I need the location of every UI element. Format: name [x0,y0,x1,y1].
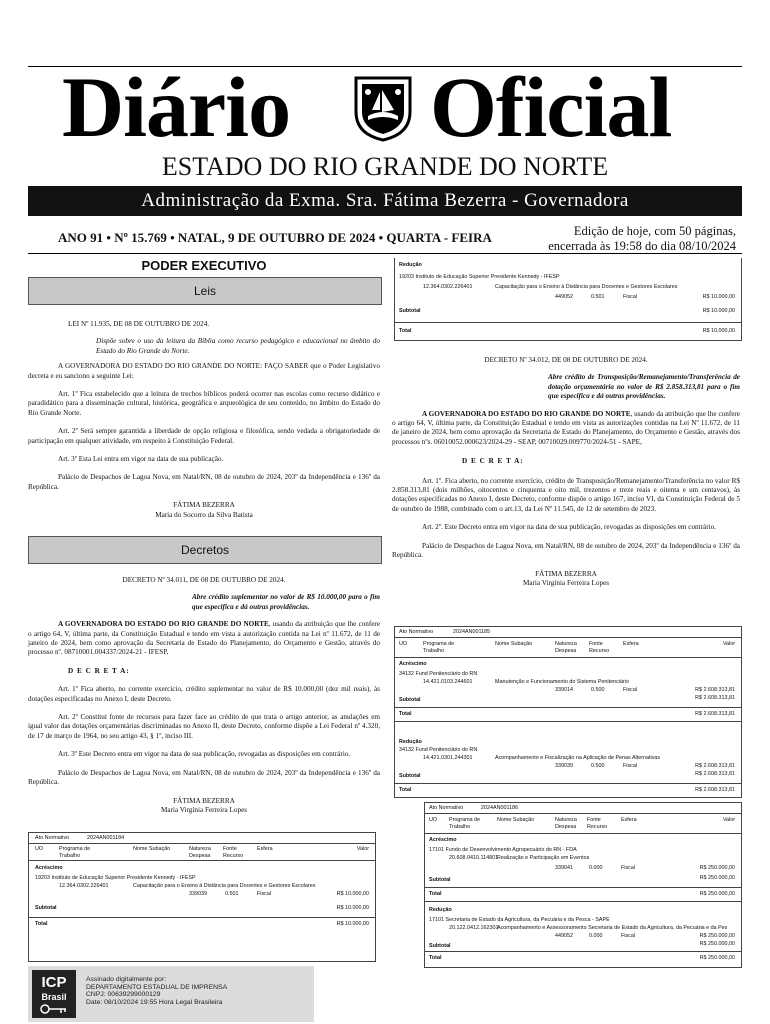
header-fonte: Fonte Recurso [223,846,244,859]
r1-valor1: R$ 2.608.313,81 [695,687,735,693]
r2-header-natureza: Natureza Despesa [555,817,577,830]
decreto-34012-gov: A GOVERNADORA DO ESTADO DO RIO GRANDE DO NORTE [422,409,631,418]
r1-uo2: 34132 Fund Penitenciário do RN [399,747,478,753]
r2-fonte1: Fiscal [621,865,636,871]
total-label: Total [35,921,48,927]
header-subacao: Nome Subação [133,846,171,852]
r2-divider-4 [425,901,741,902]
header-uo: UO [35,846,44,852]
icp-brasil-logo-icon [32,970,76,1018]
reducao-fonte: Fiscal [623,294,638,300]
r1-header-esfera: Esfera [623,641,639,647]
edition-info [548,224,736,254]
acrescimo-nat: 0.501 [225,891,239,897]
decreto-34012-p2: Art. 1º. Fica aberto, no corrente exercício, crédito de Transposição/Remanejamento/Transferência no valor R$ 2.858.313,81 (dois milhões, oitocentos e cinquenta e oito mil, trezentos e treze reais e oitenta e um centavos), às dotações especificadas no Anexo I, deste Decreto, conforme dispõe o artigo 167, inciso VI, da Constituição Federal de 5 de outubro de 1988, combinado com o art.13, da Lei Nº 11.545, de 12 de setembro de 2023. [392,476,740,513]
r1-fonte2: Fiscal [623,763,638,769]
issue-rule [28,253,742,254]
lei-p1: A GOVERNADORA DO ESTADO DO RIO GRANDE DO NORTE: FAÇO SABER que o Poder Legislativo decreta e eu sanciono a seguinte Lei: [28,362,380,380]
r2-divider-3 [425,887,741,888]
r1-header-natureza: Natureza Despesa [555,641,577,654]
annex-table-34012-a [394,626,742,798]
decreto-34012-decreta: D E C R E T A: [462,457,524,466]
section-poder-executivo: PODER EXECUTIVO [141,258,267,273]
r2-header-esfera: Esfera [621,817,637,823]
reducao-total-value: R$ 10.000,00 [702,328,735,334]
state-crest-icon [348,72,418,142]
edition-closed: encerrada às 19:58 do dia 08/10/2024 [548,239,736,253]
r1-subtotal2-value: R$ 2.608.313,81 [695,771,735,777]
lei-p3: Art. 2º Será sempre garantida a liberdade de opção religiosa e filosófica, sendo vedada a obrigatoriedade de participação em qualquer atividade, em respeito à Constituição Federal. [28,427,380,445]
decreto-34012-signature-2: Maria Virgínia Ferreira Lopes [522,578,610,587]
signature-text [86,976,227,1006]
decreto-34011-decreta: D E C R E T A: [68,666,130,675]
r1-header-programa: Programa de Trabalho [423,641,455,654]
decreto-34012-p3: Art. 2º. Este Decreto entra em vigor na data de sua publicação, revogadas as disposições em contrário. [422,523,717,532]
signature-line-2: DEPARTAMENTO ESTADUAL DE IMPRENSA [86,983,228,991]
r1-divider-1 [395,637,741,638]
decreto-34012-p4: Palácio de Despachos de Lagoa Nova, em Natal/RN, 08 de outubro de 2024, 203º da Independência e 136º da República. [392,541,740,560]
ato-value-r1: 2024AN001185 [453,629,491,635]
acrescimo-uo: 19203 Instituto de Educação Superior Presidente Kennedy - IFESP [35,875,196,881]
digital-signature-stamp [28,966,314,1022]
decreto-34011 [28,576,380,815]
annex-reducao-34011 [394,258,742,341]
decreto-34011-p1-rest: , usando da atribuição que lhe confere o artigo 64, V, última parte, da Constituição Estadual e tendo em vista a autorização contida na Lei nº 11.672, de 11 de janeiro de 2024, bem como aprovação da Secretaria de Estado do Planejamento, do Orçamento e Gestão, através do processo nº. 08710001.004337/2024-21 - IFESP, [28,620,380,657]
r1-program2: 14.421.0301.244301 [423,755,473,761]
decreto-34011-p3: Art. 2º Constitui fonte de recursos para fazer face ao crédito de que trata o artigo anterior, as anulações em igual valor das dotações orçamentárias discriminadas no Anexo II, deste Decreto, conforme dispõe a Lei Federal nº 4.320, de 17 de março de 1964, no seu artigo 43, § 1º, inciso III. [28,713,380,740]
ato-value-r2: 2024AN001186 [481,805,519,811]
reducao-valor: R$ 10.000,00 [702,294,735,300]
r1-header-fonte: Fonte Recurso [589,641,610,654]
section-leis: Leis [28,277,382,305]
r1-subtotal2-label: Subtotal [399,773,421,779]
lei-p4: Art. 3º Esta Lei entra em vigor na data de sua publicação. [58,455,224,464]
r1-sub2: 339039 [555,763,573,769]
r1-header-valor: Valor [722,641,735,647]
r1-acrescimo: Acréscimo [399,661,427,667]
r1-header-uo: UO [399,641,408,647]
decreto-34011-p1 [28,620,380,658]
r1-subtotal1-value: R$ 2.608.313,81 [695,695,735,701]
decreto-34012-summary: Abre crédito de Transposição/Remanejamento/Transferência de dotação orçamentária no valor de R$ 2.858.313,81 para o fim que especifica e dá outras providências. [548,373,740,401]
r1-nat1: 0.500 [591,687,605,693]
lei-p2: Art. 1º Fica estabelecido que a leitura de trechos bíblicos poderá ocorrer nas escolas como recurso didático e paradidático para a disseminação cultural, histórica, geográfica e arqueológica de seu conteúdo, no âmbito do Estado do Rio Grande Norte. [28,390,380,417]
r2-header-subacao: Nome Subação [497,817,535,823]
decreto-34011-title: DECRETO Nº 34.011, DE 08 DE OUTUBRO DE 2024. [122,576,286,584]
r1-sub1: 339014 [555,687,573,693]
lei-summary: Dispõe sobre o uso da leitura da Bíblia como recurso pedagógico e educacional no âmbito do Estado do Rio Grande do Norte. [96,337,380,355]
governor-bar: Administração da Exma. Sra. Fátima Bezerra - Governadora [28,186,742,216]
reducao-subtotal-label: Subtotal [399,308,421,314]
r2-divider-1 [425,813,741,814]
reducao-divider [395,322,741,323]
r1-subtotal1-label: Subtotal [399,697,421,703]
total-value: R$ 10.000,00 [336,921,369,927]
signature-line-3: CNPJ: 00639299000129 [86,991,161,999]
reducao-total-label: Total [399,328,412,334]
issue-line: ANO 91 • Nº 15.769 • NATAL, 9 DE OUTUBRO DE 2024 • QUARTA - FEIRA [58,230,492,245]
r2-total2-label: Total [429,955,442,961]
reducao-program: 12.364.0302.226401 [423,284,473,290]
r2-fonte2: Fiscal [621,933,636,939]
acrescimo-program: 12.364.0302.226401 [59,883,109,889]
r2-header-valor: Valor [722,817,735,823]
r2-uo1: 17101 Fundo de Desenvolvimento Agropecuário do RN - FDA [429,847,577,853]
r2-reducao: Redução [429,907,452,913]
subtotal-value: R$ 10.000,00 [336,905,369,911]
reducao-sub: 449052 [555,294,573,300]
r2-sub1: 339041 [555,865,573,871]
decreto-34011-gov: A GOVERNADORA DO ESTADO DO RIO GRANDE DO NORTE [58,620,269,629]
r1-fonte1: Fiscal [623,687,638,693]
r2-uo2: 17101 Secretaria de Estado da Agricultura, da Pecuária e da Pesca - SAPE [429,917,610,923]
decreto-34012-signature-1: FÁTIMA BEZERRA [535,569,597,578]
header-natureza: Natureza Despesa [189,846,211,859]
acrescimo-label: Acréscimo [35,865,63,871]
lei-11935 [28,320,380,520]
signature-line-4: Date: 08/10/2024 19:55 Hora Legal Brasileira [86,998,223,1006]
masthead-word-diario: Diário [62,59,291,155]
r2-sub2: 449052 [555,933,573,939]
r1-total2-label: Total [399,787,412,793]
r2-valor2: R$ 250.000,00 [699,933,735,939]
lei-signature-2: Maria do Socorro da Silva Batista [155,510,253,519]
r1-reducao: Redução [399,739,422,745]
acrescimo-action: Capacitação para o Ensino à Distância para Docentes e Gestores Escolares [133,883,316,889]
edition-pages: Edição de hoje, com 50 páginas, [573,224,736,238]
r2-acrescimo: Acréscimo [429,837,457,843]
lei-p5: Palácio de Despachos de Lagoa Nova, em Natal/RN, 08 de outubro de 2024, 203º da Independência e 136º da República. [28,473,380,491]
ato-label-r1: Ato Normativo [399,629,434,635]
icp-logo-subtext: Brasil [41,992,67,1002]
header-esfera: Esfera [257,846,273,852]
masthead-word-oficial: Oficial [430,59,672,155]
subtotal-label: Subtotal [35,905,57,911]
decreto-34012-p1 [392,410,740,448]
acrescimo-sub: 339039 [189,891,207,897]
r2-action1: Realização e Participação em Eventos [497,855,590,861]
key-icon [39,1003,69,1015]
state-name: ESTADO DO RIO GRANDE DO NORTE [161,152,609,181]
decreto-34011-signature-1: FÁTIMA BEZERRA [173,796,235,805]
r2-valor1: R$ 250.000,00 [699,865,735,871]
r1-divider-2 [395,657,741,658]
decreto-34011-signature-2: Maria Virgínia Ferreira Lopes [160,805,248,814]
icp-logo-text: ICP [41,974,67,991]
decreto-34012 [392,356,740,588]
reducao-label: Redução [399,262,422,268]
r2-subtotal1-value: R$ 250.000,00 [699,875,735,881]
r2-total1-value: R$ 250.000,00 [699,891,735,897]
acrescimo-fonte: Fiscal [257,891,272,897]
decreto-34011-p4: Art. 3º Este Decreto entra em vigor na data de sua publicação, revogadas as disposições em contrário. [58,750,351,759]
decreto-34011-p2: Art. 1º Fica aberto, no corrente exercício, crédito suplementar no valor de R$ 10.000,00 (dez mil reais), às dotações especificadas no Anexo I, deste Decreto. [28,685,380,703]
header-valor: Valor [356,846,369,852]
ato-label: Ato Normativo [35,835,70,841]
r2-nat1: 0.000 [589,865,603,871]
r2-total2-value: R$ 250.000,00 [699,955,735,961]
acrescimo-valor: R$ 10.000,00 [336,891,369,897]
r1-total2-value: R$ 2.608.313,81 [695,787,735,793]
reducao-action: Capacitação para o Ensino à Distância para Docentes e Gestores Escolares [495,284,678,290]
r2-header-uo: UO [429,817,438,823]
r2-total1-label: Total [429,891,442,897]
section-decretos: Decretos [28,536,382,564]
decreto-34011-p5: Palácio de Despachos de Lagoa Nova, em Natal/RN, 08 de outubro de 2024, 203º da Independência e 136º da República. [28,768,380,787]
reducao-uo: 19203 Instituto de Educação Superior Presidente Kennedy - IFESP [399,274,560,280]
decreto-34012-title: DECRETO Nº 34.012, DE 08 DE OUTUBRO DE 2024. [484,356,648,364]
r1-valor2: R$ 2.608.313,81 [695,763,735,769]
annex-table-34012-b [424,802,742,968]
reducao-nat: 0.501 [591,294,605,300]
r1-divider-4 [395,721,741,722]
r1-divider-5 [395,783,741,784]
ato-label-r2: Ato Normativo [429,805,464,811]
r2-program2: 20.122.0412.162301 [449,925,499,931]
r1-total1-value: R$ 2.608.313,81 [695,711,735,717]
lei-title: LEI Nº 11.935, DE 08 DE OUTUBRO DE 2024. [68,320,210,328]
r1-nat2: 0.500 [591,763,605,769]
r2-subtotal2-value: R$ 250.000,00 [699,941,735,947]
r2-subtotal2-label: Subtotal [429,943,451,949]
r1-action2: Acompanhamento e Fiscalização na Aplicação de Penas Alternativas [495,755,661,761]
r1-divider-3 [395,707,741,708]
r1-uo1: 34132 Fund Penitenciário do RN [399,671,478,677]
r2-header-fonte: Fonte Recurso [587,817,608,830]
r1-header-subacao: Nome Subação [495,641,533,647]
r2-action2: Acompanhamento e Assessoramento Secretaria de Estado da Agricultura, da Pecuária e da Pes [497,925,728,931]
r2-header-programa: Programa de Trabalho [449,817,481,830]
r1-total1-label: Total [399,711,412,717]
lei-signature-1: FÁTIMA BEZERRA [173,501,235,510]
reducao-subtotal-value: R$ 10.000,00 [702,308,735,314]
r2-divider-5 [425,951,741,952]
r1-action1: Manutenção e Funcionamento do Sistema Penitenciário [495,679,629,685]
decreto-34012-p1-rest: , usando da atribuição que lhe confere o artigo 64, V, última parte, da Constituição Estadual e tendo em vista as autorizações contidas na Lei Nº 11.672, de 11 de janeiro de 2024, bem como aprovação da Secretaria de Estado do Planejamento, do Orçamento e Gestão, através dos processos nºs. 06010052.000623/2024-29 - SEAP, 00710029.009770/2024-51 - SAPE, [392,409,740,446]
signature-line-1: Assinado digitalmente por: [86,976,167,983]
r2-divider-2 [425,833,741,834]
ato-value: 2024AN001184 [87,835,125,841]
r1-program1: 14.421.0103.244601 [423,679,473,685]
decreto-34011-summary: Abre crédito suplementar no valor de R$ 10.000,00 para o fim que especifica e dá outras providências. [192,593,380,611]
r2-subtotal1-label: Subtotal [429,877,451,883]
annex-table-34011 [28,832,376,962]
r2-nat2: 0.000 [589,933,603,939]
r2-program1: 20.608.0410.114801 [449,855,499,861]
header-programa: Programa de Trabalho [59,846,91,859]
